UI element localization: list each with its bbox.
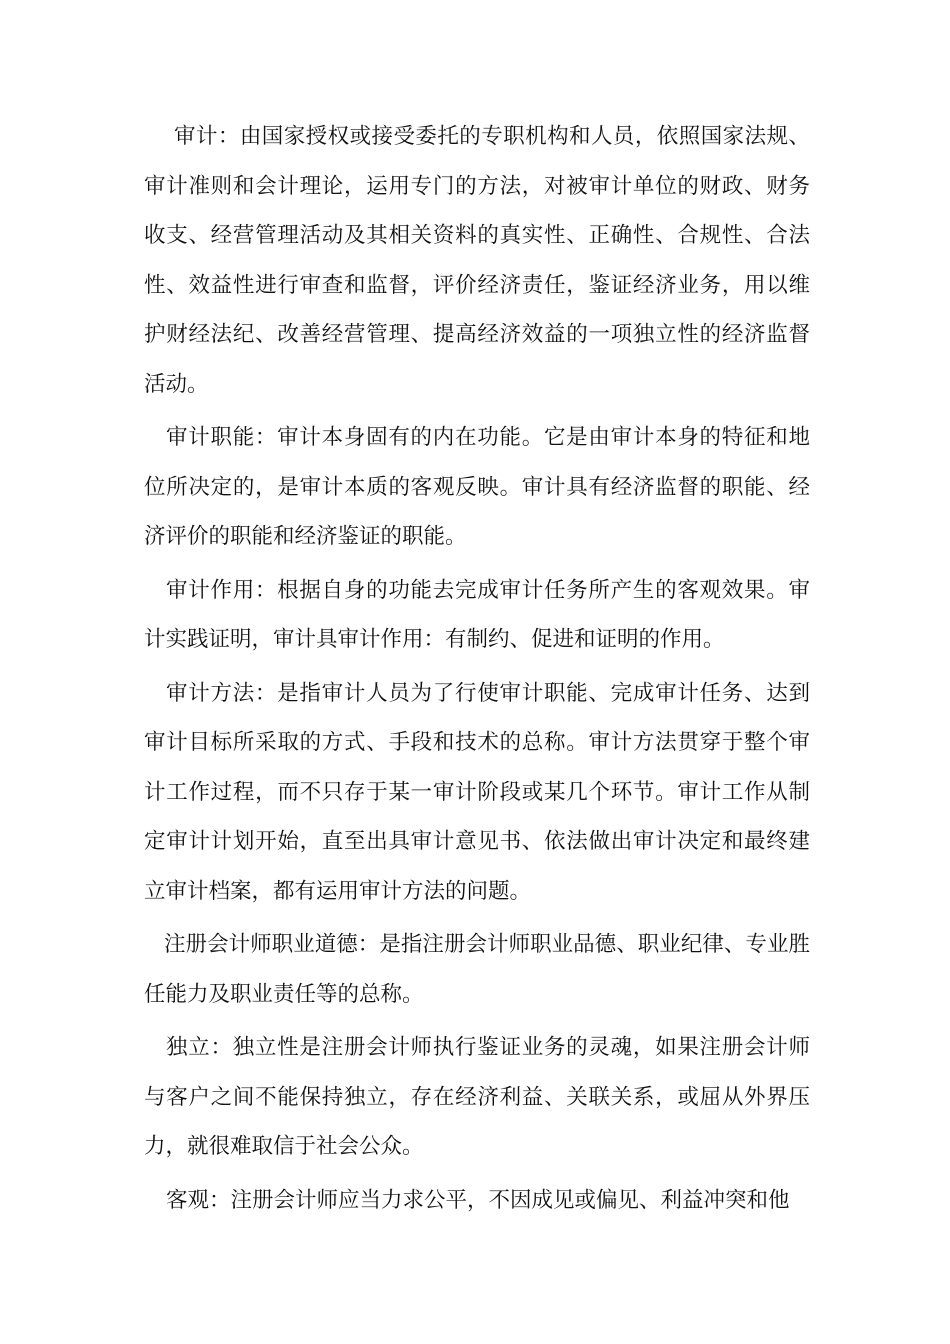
paragraph-audit-role: 审计作用：根据自身的功能去完成审计任务所产生的客观效果。审计实践证明，审计具审计作用：有制约、促进和证明的作用。 xyxy=(144,577,810,652)
paragraph-objectivity: 客观：注册会计师应当力求公平，不因成见或偏见、利益冲突和他 xyxy=(166,1187,790,1213)
paragraph-cpa-ethics: 注册会计师职业道德：是指注册会计师职业品德、职业纪律、专业胜任能力及职业责任等的总称。 xyxy=(144,932,810,1007)
paragraph-audit-method: 审计方法：是指审计人员为了行使审计职能、完成审计任务、达到审计目标所采取的方式、手段和技术的总称。审计方法贯穿于整个审计工作过程，而不只存于某一审计阶段或某几个环节。审计工作从制定审计计划开始，直至出具审计意见书、依法做出审计决定和最终建立审计档案，都有运用审计方法的问题。 xyxy=(144,680,810,904)
paragraph-audit-definition: 审计：由国家授权或接受委托的专职机构和人员，依照国家法规、审计准则和会计理论，运用专门的方法，对被审计单位的财政、财务收支、经营管理活动及其相关资料的真实性、正确性、合规性、合法性、效益性进行审查和监督，评价经济责任，鉴证经济业务，用以维护财经法纪、改善经营管理、提高经济效益的一项独立性的经济监督活动。 xyxy=(144,124,810,397)
paragraph-independence: 独立：独立性是注册会计师执行鉴证业务的灵魂，如果注册会计师与客户之间不能保持独立，存在经济利益、关联关系，或屈从外界压力，就很难取信于社会公众。 xyxy=(144,1035,810,1159)
paragraph-audit-function: 审计职能：审计本身固有的内在功能。它是由审计本身的特征和地位所决定的，是审计本质的客观反映。审计具有经济监督的职能、经济评价的职能和经济鉴证的职能。 xyxy=(144,425,810,549)
document-body xyxy=(144,112,810,1229)
